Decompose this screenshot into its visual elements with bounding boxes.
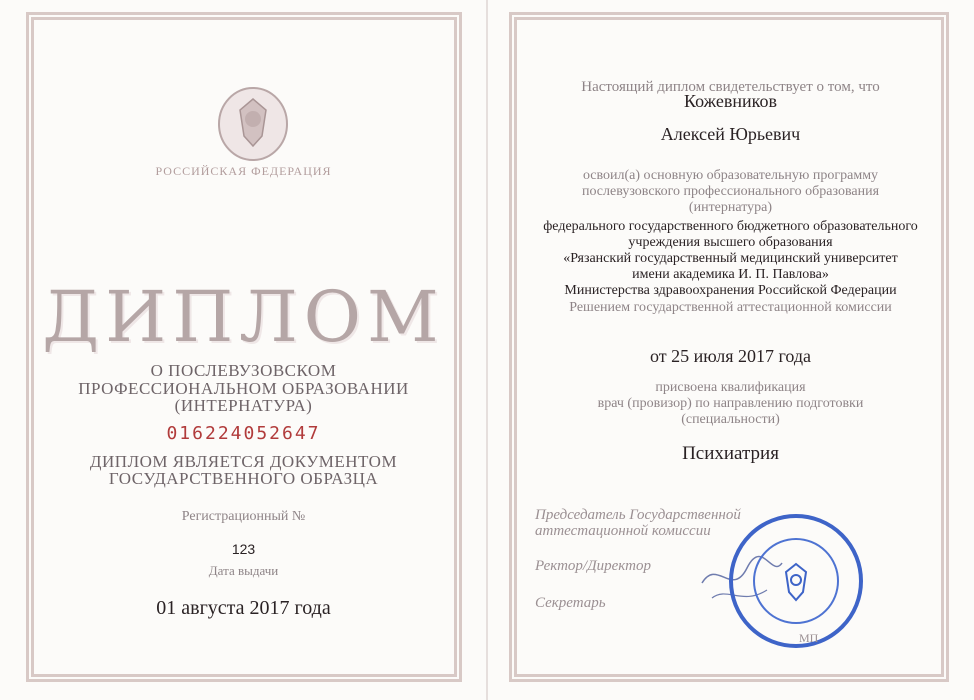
program-line-1: освоил(а) основную образовательную программу [582, 168, 879, 183]
subtitle-line-2: ПРОФЕССИОНАЛЬНОМ ОБРАЗОВАНИИ [78, 379, 409, 398]
serial-number: 016224052647 [166, 423, 321, 444]
commission-decision: Решением государственной аттестационной комиссии [569, 300, 892, 315]
issue-date: 01 августа 2017 года [156, 597, 331, 619]
secretary-label: Секретарь [535, 595, 606, 611]
org-line-4: имени академика И. П. Павлова» [632, 267, 829, 282]
intro-text: Настоящий диплом свидетельствует о том, что [581, 79, 880, 95]
specialty: Психиатрия [682, 443, 779, 464]
chairman-label-line-1: Председатель Государственной [535, 507, 741, 523]
center-fold [486, 0, 488, 700]
chairman-label-line-2: аттестационной комиссии [535, 523, 711, 539]
program-line-3: (интернатура) [688, 200, 773, 215]
decision-date: от 25 июля 2017 года [649, 346, 812, 366]
qualification-line-3: (специальности) [681, 412, 780, 427]
subtitle-line-1: О ПОСЛЕВУЗОВСКОМ [150, 361, 337, 380]
rector-label: Ректор/Директор [535, 558, 651, 574]
surname: Кожевников [684, 91, 777, 111]
org-line-3: «Рязанский государственный медицинский университет [563, 251, 898, 266]
official-seal [729, 514, 863, 648]
qualification-line-2: врач (провизор) по направлению подготовки [597, 396, 864, 411]
org-line-1: федерального государственного бюджетного образовательного [543, 219, 918, 234]
subtitle-line-3: (ИНТЕРНАТУРА) [174, 396, 313, 415]
diploma-title: ДИПЛОМ [42, 276, 445, 358]
right-page [487, 0, 974, 700]
seal-mark: МП [799, 631, 819, 645]
registration-number: 123 [231, 541, 256, 557]
given-names: Алексей Юрьевич [660, 124, 801, 144]
org-line-2: учреждения высшего образования [628, 235, 833, 250]
qualification-line-1: присвоена квалификация [655, 380, 806, 395]
issue-date-label: Дата выдачи [208, 563, 279, 578]
seal-eagle-icon [772, 558, 820, 606]
org-line-5: Министерства здравоохранения Российской Федерации [564, 283, 897, 298]
program-line-2: послевузовского профессионального образования [581, 184, 880, 199]
emblem-text: РОССИЙСКАЯ ФЕДЕРАЦИЯ [155, 164, 332, 178]
doc-status-line-2: ГОСУДАРСТВЕННОГО ОБРАЗЦА [108, 469, 379, 488]
registration-label: Регистрационный № [181, 509, 306, 524]
doc-status-line-1: ДИПЛОМ ЯВЛЯЕТСЯ ДОКУМЕНТОМ [89, 452, 398, 471]
